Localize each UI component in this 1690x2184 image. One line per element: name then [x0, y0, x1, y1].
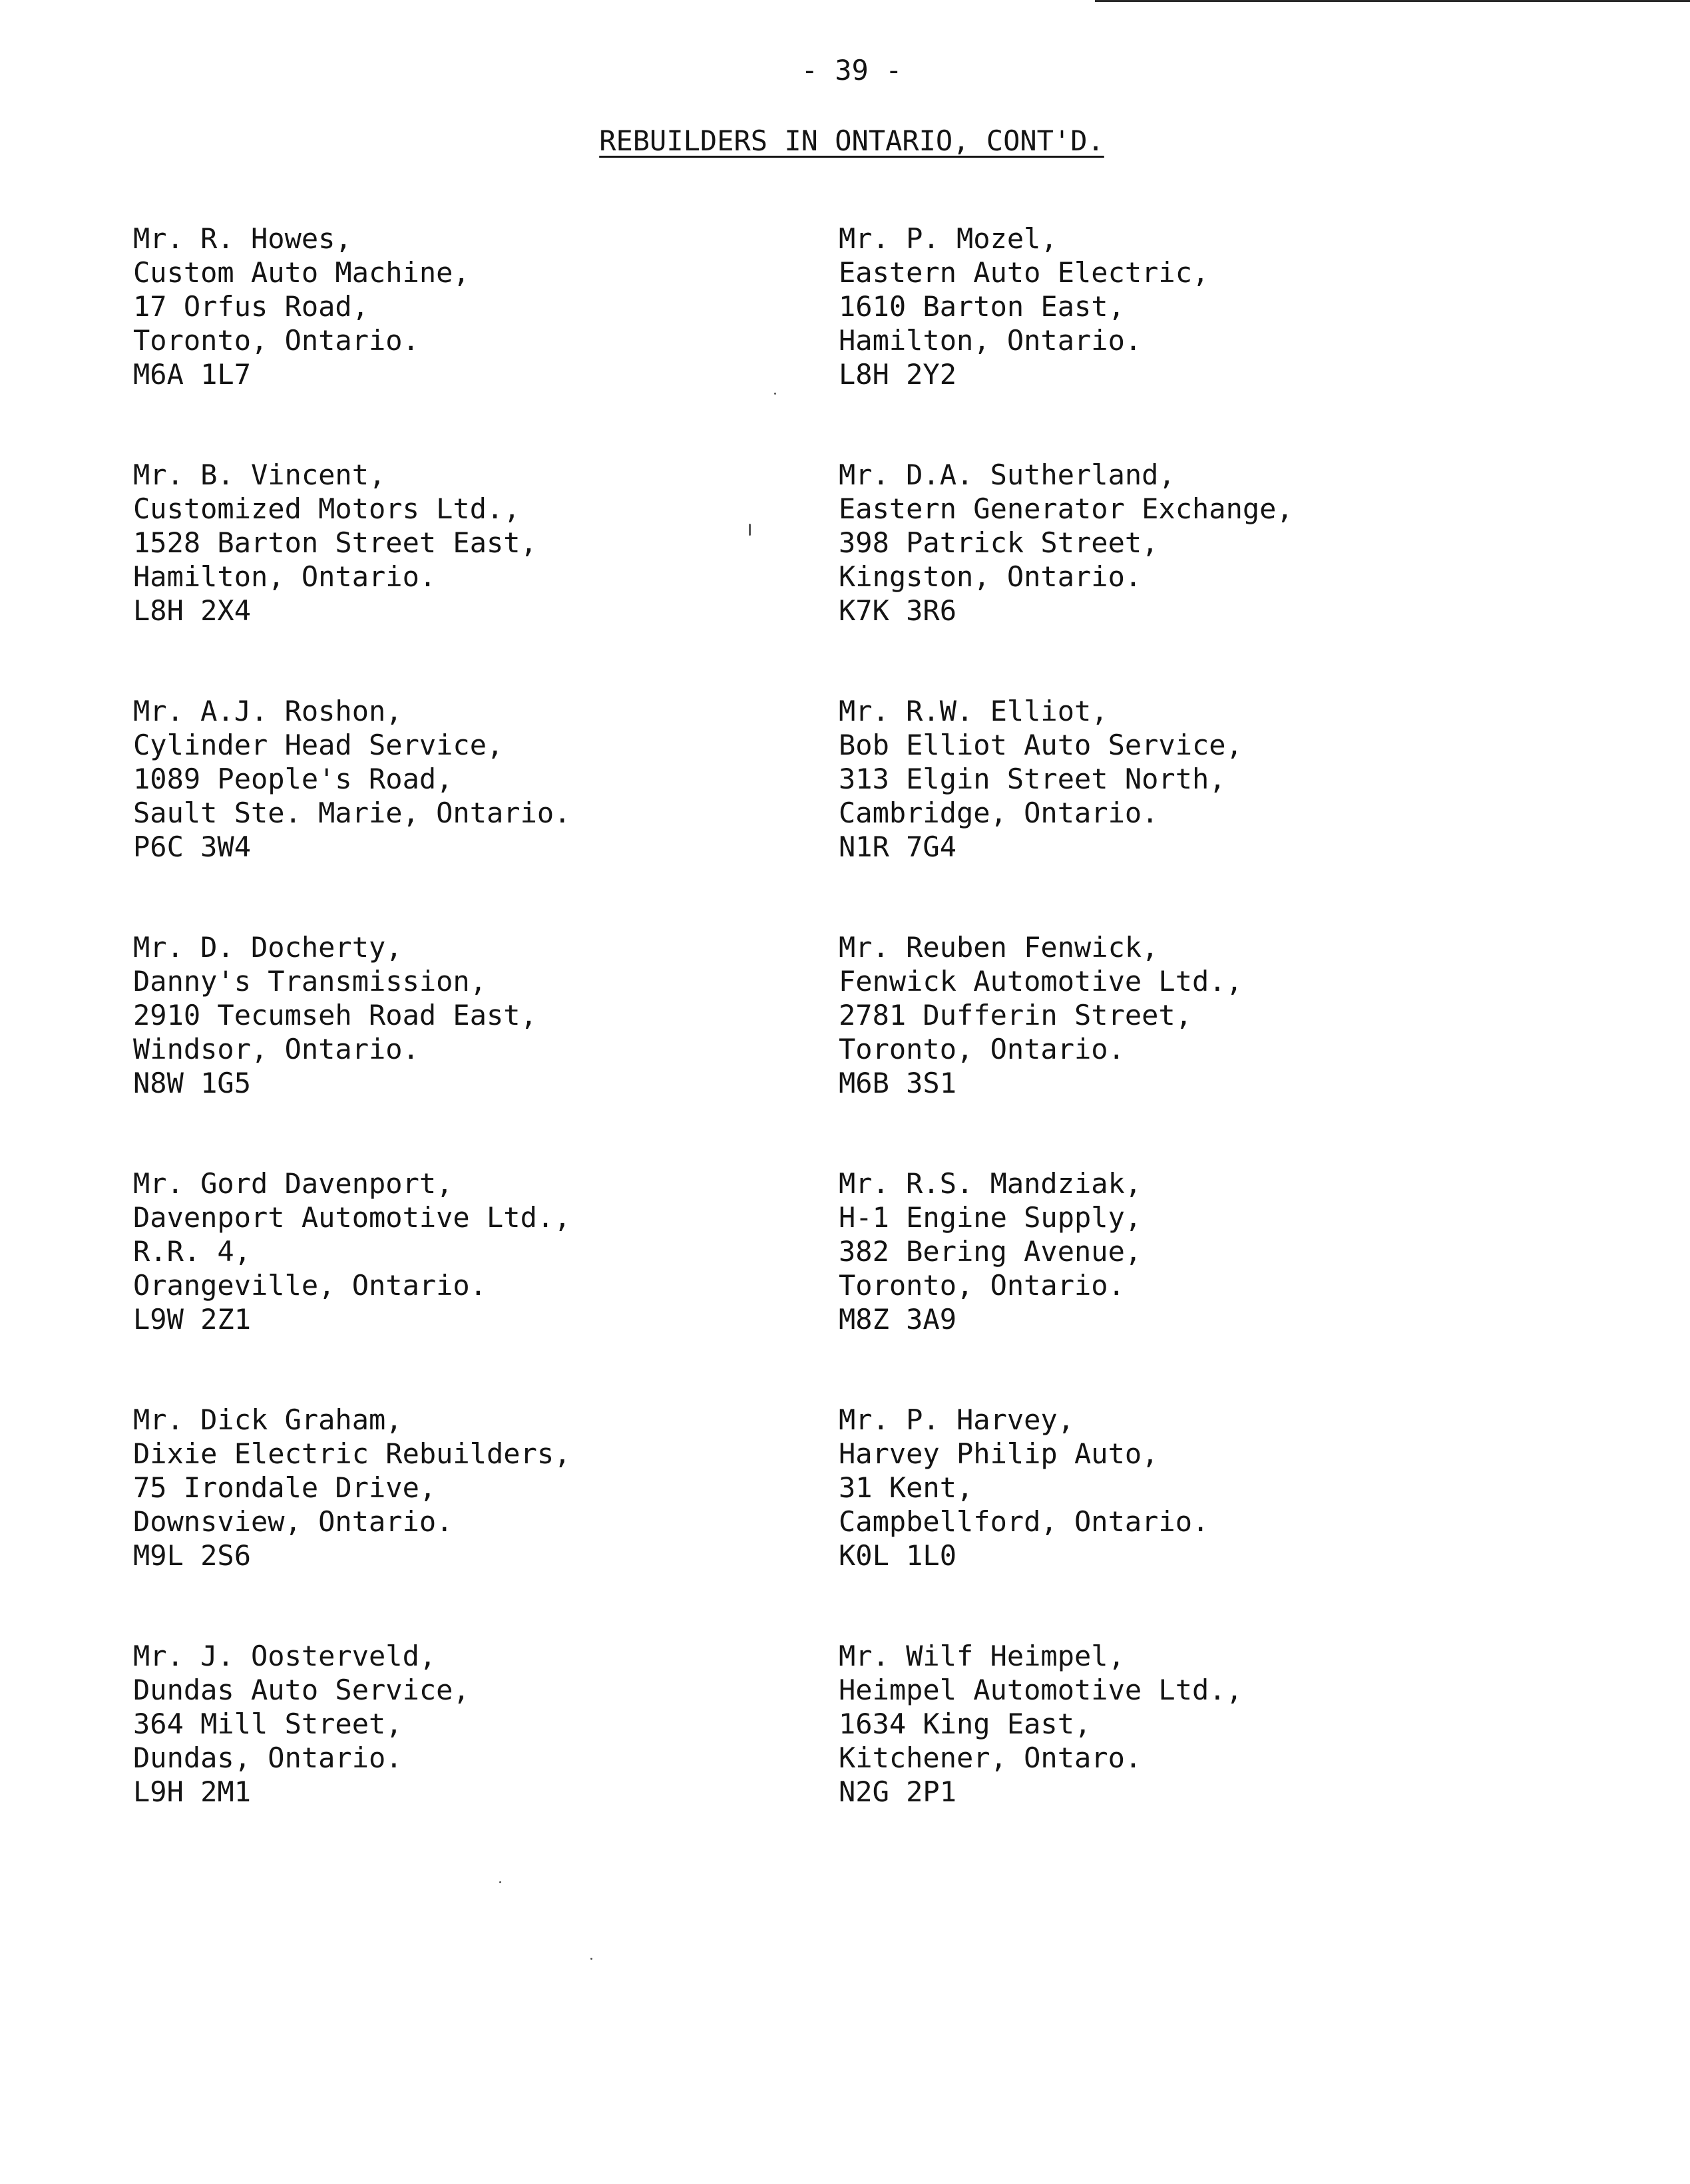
company-name: H-1 Engine Supply,	[839, 1201, 1142, 1234]
contact-name: Mr. B. Vincent,	[133, 458, 386, 491]
contact-name: Mr. Reuben Fenwick,	[839, 931, 1159, 964]
company-name: Davenport Automotive Ltd.,	[133, 1201, 571, 1234]
street-address: 313 Elgin Street North,	[839, 763, 1226, 795]
city-province: Toronto, Ontario.	[839, 1269, 1125, 1302]
company-name: Eastern Auto Electric,	[839, 256, 1209, 289]
city-province: Campbellford, Ontario.	[839, 1505, 1209, 1538]
street-address: 364 Mill Street,	[133, 1708, 403, 1740]
contact-name: Mr. Wilf Heimpel,	[839, 1640, 1125, 1672]
address-entry	[133, 1403, 570, 1639]
postal-code: N8W 1G5	[133, 1067, 252, 1099]
contact-name: Mr. A.J. Roshon,	[133, 695, 403, 727]
address-entry	[839, 1639, 1293, 1875]
top-edge-rule	[1095, 0, 1690, 2]
contact-name: Mr. P. Mozel,	[839, 222, 1058, 255]
postal-code: L8H 2Y2	[839, 358, 957, 391]
contact-name: Mr. R.W. Elliot,	[839, 695, 1108, 727]
street-address: 398 Patrick Street,	[839, 526, 1159, 559]
city-province: Toronto, Ontario.	[133, 324, 419, 357]
postal-code: M9L 2S6	[133, 1539, 252, 1572]
left-column	[133, 222, 570, 1875]
postal-code: N2G 2P1	[839, 1775, 957, 1808]
page-number: - 39 -	[801, 54, 903, 87]
postal-code: M6B 3S1	[839, 1067, 957, 1099]
contact-name: Mr. Gord Davenport,	[133, 1167, 453, 1200]
address-entry	[133, 694, 570, 930]
contact-name: Mr. Dick Graham,	[133, 1403, 403, 1436]
page-title	[0, 122, 1690, 160]
street-address: 1089 People's Road,	[133, 763, 453, 795]
scan-speck	[749, 524, 751, 536]
company-name: Danny's Transmission,	[133, 965, 487, 998]
street-address: R.R. 4,	[133, 1235, 252, 1268]
address-entry	[133, 458, 570, 694]
address-entry	[839, 458, 1293, 694]
address-entry	[839, 694, 1293, 930]
street-address: 382 Bering Avenue,	[839, 1235, 1142, 1268]
address-entry	[133, 1639, 570, 1875]
street-address: 17 Orfus Road,	[133, 290, 369, 323]
contact-name: Mr. D. Docherty,	[133, 931, 403, 964]
street-address: 2910 Tecumseh Road East,	[133, 999, 537, 1031]
city-province: Hamilton, Ontario.	[839, 324, 1142, 357]
city-province: Sault Ste. Marie, Ontario.	[133, 797, 571, 829]
postal-code: L9W 2Z1	[133, 1303, 252, 1336]
postal-code: K0L 1L0	[839, 1539, 957, 1572]
address-entry	[133, 1167, 570, 1403]
street-address: 2781 Dufferin Street,	[839, 999, 1193, 1031]
contact-name: Mr. D.A. Sutherland,	[839, 458, 1175, 491]
contact-name: Mr. R. Howes,	[133, 222, 352, 255]
city-province: Kitchener, Ontaro.	[839, 1741, 1142, 1774]
city-province: Kingston, Ontario.	[839, 560, 1142, 593]
postal-code: P6C 3W4	[133, 830, 252, 863]
address-entry	[839, 1403, 1293, 1639]
street-address: 1528 Barton Street East,	[133, 526, 537, 559]
page-title-text: REBUILDERS IN ONTARIO, CONT'D.	[599, 124, 1104, 157]
address-entry	[133, 930, 570, 1167]
contact-name: Mr. J. Oosterveld,	[133, 1640, 437, 1672]
postal-code: L9H 2M1	[133, 1775, 252, 1808]
city-province: Cambridge, Ontario.	[839, 797, 1159, 829]
postal-code: M8Z 3A9	[839, 1303, 957, 1336]
postal-code: L8H 2X4	[133, 594, 252, 627]
street-address: 1634 King East,	[839, 1708, 1092, 1740]
street-address: 31 Kent,	[839, 1471, 974, 1504]
company-name: Eastern Generator Exchange,	[839, 492, 1293, 525]
company-name: Dixie Electric Rebuilders,	[133, 1437, 571, 1470]
city-province: Windsor, Ontario.	[133, 1033, 419, 1065]
city-province: Dundas, Ontario.	[133, 1741, 403, 1774]
address-entry	[839, 1167, 1293, 1403]
address-entry	[839, 222, 1293, 458]
scan-speck	[590, 1958, 592, 1960]
scan-speck	[774, 393, 776, 395]
address-entry	[133, 222, 570, 458]
contact-name: Mr. R.S. Mandziak,	[839, 1167, 1142, 1200]
contact-name: Mr. P. Harvey,	[839, 1403, 1075, 1436]
postal-code: N1R 7G4	[839, 830, 957, 863]
company-name: Bob Elliot Auto Service,	[839, 729, 1243, 761]
company-name: Custom Auto Machine,	[133, 256, 470, 289]
company-name: Dundas Auto Service,	[133, 1674, 470, 1706]
street-address: 75 Irondale Drive,	[133, 1471, 437, 1504]
street-address: 1610 Barton East,	[839, 290, 1125, 323]
company-name: Heimpel Automotive Ltd.,	[839, 1674, 1243, 1706]
company-name: Cylinder Head Service,	[133, 729, 504, 761]
address-entry	[839, 930, 1293, 1167]
city-province: Downsview, Ontario.	[133, 1505, 453, 1538]
scan-speck	[499, 1881, 501, 1883]
company-name: Harvey Philip Auto,	[839, 1437, 1159, 1470]
city-province: Orangeville, Ontario.	[133, 1269, 487, 1302]
right-column	[839, 222, 1293, 1875]
city-province: Hamilton, Ontario.	[133, 560, 437, 593]
company-name: Fenwick Automotive Ltd.,	[839, 965, 1243, 998]
postal-code: K7K 3R6	[839, 594, 957, 627]
city-province: Toronto, Ontario.	[839, 1033, 1125, 1065]
postal-code: M6A 1L7	[133, 358, 252, 391]
company-name: Customized Motors Ltd.,	[133, 492, 521, 525]
